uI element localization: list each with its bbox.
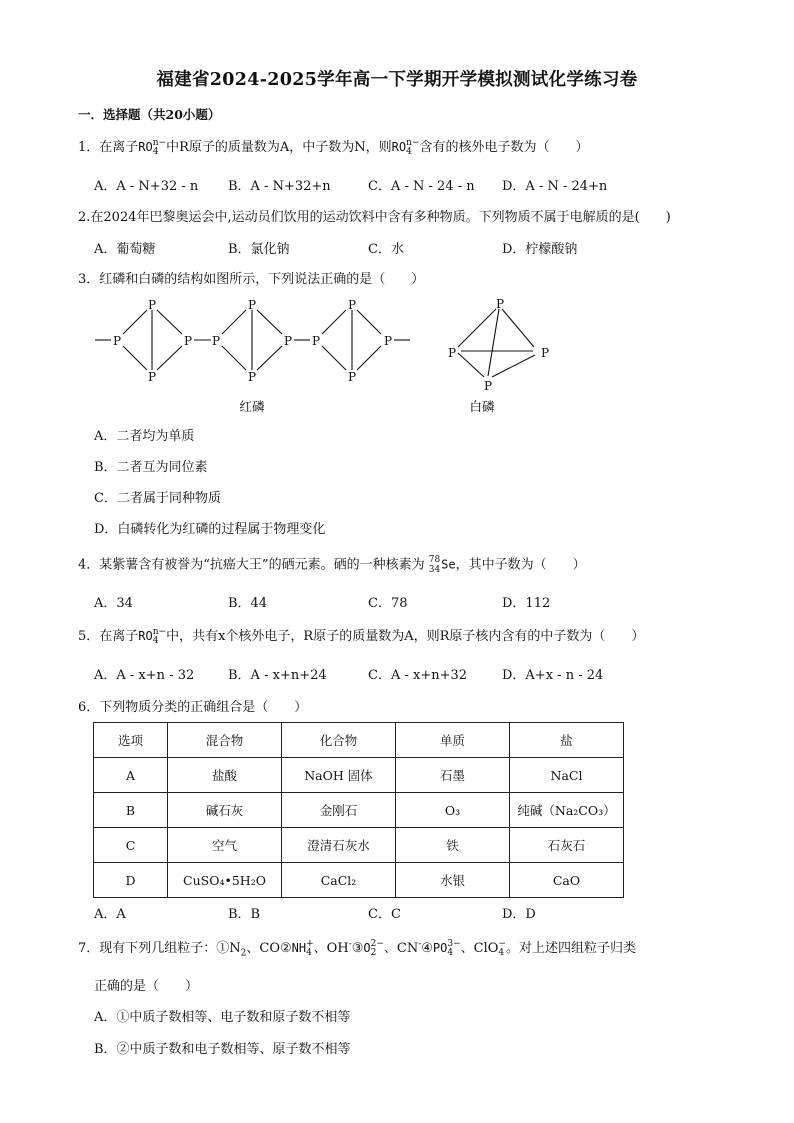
ammonium-formula: NH bbox=[291, 941, 307, 955]
q7-option-a: A．①中质子数相等、电子数和原子数不相等 bbox=[94, 1010, 351, 1025]
ammonium-charge-index: + 4 bbox=[306, 938, 314, 958]
cyanide-formula: 、CN bbox=[383, 941, 419, 956]
p-atom-label: P bbox=[347, 370, 357, 384]
q6-option-b: B．B bbox=[228, 907, 261, 922]
q6-option-a: A．A bbox=[94, 907, 126, 922]
p-atom-label: P bbox=[495, 297, 505, 311]
p-atom-label: P bbox=[540, 346, 550, 360]
question-5-prefix: 5．在离子 bbox=[78, 629, 139, 644]
nuclide-symbol: Se bbox=[441, 557, 456, 572]
q4-option-b: B．44 bbox=[228, 596, 268, 611]
co-text: 、CO② bbox=[246, 941, 292, 956]
section-heading: 一．选择题（共20小题） bbox=[78, 107, 221, 122]
table-cell: D bbox=[94, 863, 168, 898]
perchlorate-charge-index: − 4 bbox=[498, 938, 506, 958]
question-5-suffix: 中，共有x个核外电子，R原子的质量数为A，则R原子核内含有的中子数为（ ） bbox=[166, 629, 645, 644]
question-1-suffix: 含有的核外电子数为（ ） bbox=[419, 140, 589, 155]
ion-charge-index: n− 4 bbox=[406, 137, 420, 157]
page-title: 福建省2024-2025学年高一下学期开学模拟测试化学练习卷 bbox=[156, 70, 638, 90]
q4-option-d: D．112 bbox=[502, 596, 551, 611]
table-cell: 空气 bbox=[168, 828, 282, 863]
p-atom-label: P bbox=[147, 370, 157, 384]
p-atom-label: P bbox=[311, 334, 321, 348]
table-header-cell: 单质 bbox=[396, 723, 510, 758]
perchlorate-formula: 、ClO bbox=[460, 941, 499, 956]
q4-option-a: A．34 bbox=[94, 596, 133, 611]
q6-option-c: C．C bbox=[368, 907, 401, 922]
question-3: 3．红磷和白磷的结构如图所示，下列说法正确的是（ ） bbox=[78, 272, 425, 287]
table-cell: C bbox=[94, 828, 168, 863]
q2-option-c: C．水 bbox=[368, 242, 404, 257]
q5-option-c: C．A - x+n+32 bbox=[368, 668, 468, 683]
table-cell: 碱石灰 bbox=[168, 793, 282, 828]
table-cell: CaO bbox=[510, 863, 624, 898]
p-atom-label: P bbox=[247, 298, 257, 312]
classification-table bbox=[93, 722, 624, 898]
ion-charge-index: n− 4 bbox=[152, 626, 167, 646]
table-cell: NaOH 固体 bbox=[282, 758, 396, 793]
p-atom-label: P bbox=[147, 298, 157, 312]
p-atom-label: P bbox=[283, 334, 293, 348]
question-2: 2.在2024年巴黎奥运会中,运动员们饮用的运动饮料中含有多种物质。下列物质不属于电解质的是( ) bbox=[78, 210, 671, 225]
group-3-marker: ③ bbox=[351, 941, 364, 956]
question-7-suffix: 。对上述四组粒子归类 bbox=[505, 941, 636, 956]
hydroxide-formula: 、OH bbox=[313, 941, 349, 956]
table-cell: 水银 bbox=[396, 863, 510, 898]
p-atom-label: P bbox=[383, 334, 393, 348]
n2-subscript: 2 bbox=[240, 948, 247, 959]
phosphate-charge-index: 3− 4 bbox=[447, 938, 461, 958]
white-phosphorus-label: 白磷 bbox=[469, 399, 495, 414]
p-atom-label: P bbox=[483, 379, 493, 393]
q3-option-a: A．二者均为单质 bbox=[94, 429, 195, 444]
p-atom-label: P bbox=[211, 334, 221, 348]
question-5 bbox=[78, 627, 644, 646]
question-7 bbox=[78, 939, 636, 958]
ion-formula: RO bbox=[391, 140, 407, 154]
table-header-cell: 混合物 bbox=[168, 723, 282, 758]
table-row bbox=[94, 793, 624, 828]
table-header-cell: 化合物 bbox=[282, 723, 396, 758]
table-cell: 石灰石 bbox=[510, 828, 624, 863]
q3-option-b: B．二者互为同位素 bbox=[94, 460, 208, 475]
cyanide-charge: - bbox=[418, 939, 422, 950]
q2-option-a: A．葡萄糖 bbox=[94, 242, 156, 257]
table-row bbox=[94, 863, 624, 898]
group-4-marker: ④ bbox=[421, 941, 433, 956]
q2-option-b: B．氯化钠 bbox=[228, 242, 290, 257]
p-atom-label: P bbox=[247, 370, 257, 384]
q7-option-b: B．②中质子数和电子数相等、原子数不相等 bbox=[94, 1042, 351, 1057]
question-6: 6．下列物质分类的正确组合是（ ） bbox=[78, 700, 308, 715]
q6-option-d: D．D bbox=[502, 907, 536, 922]
white-phosphorus-bonds bbox=[458, 309, 535, 377]
q3-option-d: D．白磷转化为红磷的过程属于物理变化 bbox=[94, 522, 326, 537]
table-row bbox=[94, 758, 624, 793]
table-cell: 澄清石灰水 bbox=[282, 828, 396, 863]
table-cell: B bbox=[94, 793, 168, 828]
q5-option-a: A．A - x+n - 32 bbox=[94, 668, 195, 683]
question-7-line-2: 正确的是（ ） bbox=[94, 979, 199, 994]
ion-charge-index: n− 4 bbox=[152, 137, 167, 157]
p-atom-label: P bbox=[347, 298, 357, 312]
table-cell: 石墨 bbox=[396, 758, 510, 793]
p-atom-label: P bbox=[112, 334, 122, 348]
hydroxide-charge: - bbox=[348, 939, 352, 950]
table-header-cell: 选项 bbox=[94, 723, 168, 758]
table-header-row bbox=[94, 723, 624, 758]
phosphate-formula: PO bbox=[432, 941, 448, 955]
q4-option-c: C．78 bbox=[368, 596, 408, 611]
question-4-suffix: ，其中子数为（ ） bbox=[455, 557, 586, 573]
red-phosphorus-label: 红磷 bbox=[239, 399, 265, 414]
ion-formula: RO bbox=[138, 629, 153, 643]
phosphorus-structure-figure bbox=[88, 292, 568, 422]
table-cell: 纯碱（Na₂CO₃） bbox=[510, 793, 624, 828]
red-phosphorus-bonds bbox=[95, 310, 410, 370]
table-cell: CuSO₄•5H₂O bbox=[168, 863, 282, 898]
table-cell: NaCl bbox=[510, 758, 624, 793]
table-row bbox=[94, 828, 624, 863]
peroxide-charge-index: 2− 2 bbox=[370, 938, 384, 958]
ion-formula: RO bbox=[138, 140, 153, 154]
q5-option-d: D．A+x - n - 24 bbox=[502, 668, 604, 683]
table-cell: A bbox=[94, 758, 168, 793]
question-7-prefix: 7．现有下列几组粒子：①N bbox=[78, 941, 241, 956]
table-cell: CaCl₂ bbox=[282, 863, 396, 898]
question-1 bbox=[78, 138, 588, 157]
peroxide-formula: O bbox=[363, 941, 371, 955]
p-atom-label: P bbox=[183, 334, 193, 348]
question-4 bbox=[78, 555, 586, 575]
q1-option-d: D．A - N - 24+n bbox=[502, 179, 608, 194]
table-cell: 盐酸 bbox=[168, 758, 282, 793]
table-header-cell: 盐 bbox=[510, 723, 624, 758]
nuclide-numbers: 78 34 bbox=[428, 555, 441, 575]
q5-option-b: B．A - x+n+24 bbox=[228, 668, 327, 683]
table-cell: O₃ bbox=[396, 793, 510, 828]
q1-option-b: B．A - N+32+n bbox=[228, 179, 331, 194]
q1-option-a: A．A - N+32 - n bbox=[94, 179, 199, 194]
q1-option-c: C．A - N - 24 - n bbox=[368, 179, 475, 194]
table-cell: 金刚石 bbox=[282, 793, 396, 828]
question-1-middle: 中R原子的质量数为A，中子数为N，则 bbox=[166, 140, 392, 155]
p-atom-label: P bbox=[447, 346, 457, 360]
q2-option-d: D．柠檬酸钠 bbox=[502, 242, 578, 257]
question-4-prefix: 4．某紫薯含有被誉为“抗癌大王”的硒元素。硒的一种核素为 bbox=[78, 557, 425, 573]
question-1-prefix: 1．在离子 bbox=[78, 140, 139, 155]
table-cell: 铁 bbox=[396, 828, 510, 863]
q3-option-c: C．二者属于同种物质 bbox=[94, 491, 221, 506]
